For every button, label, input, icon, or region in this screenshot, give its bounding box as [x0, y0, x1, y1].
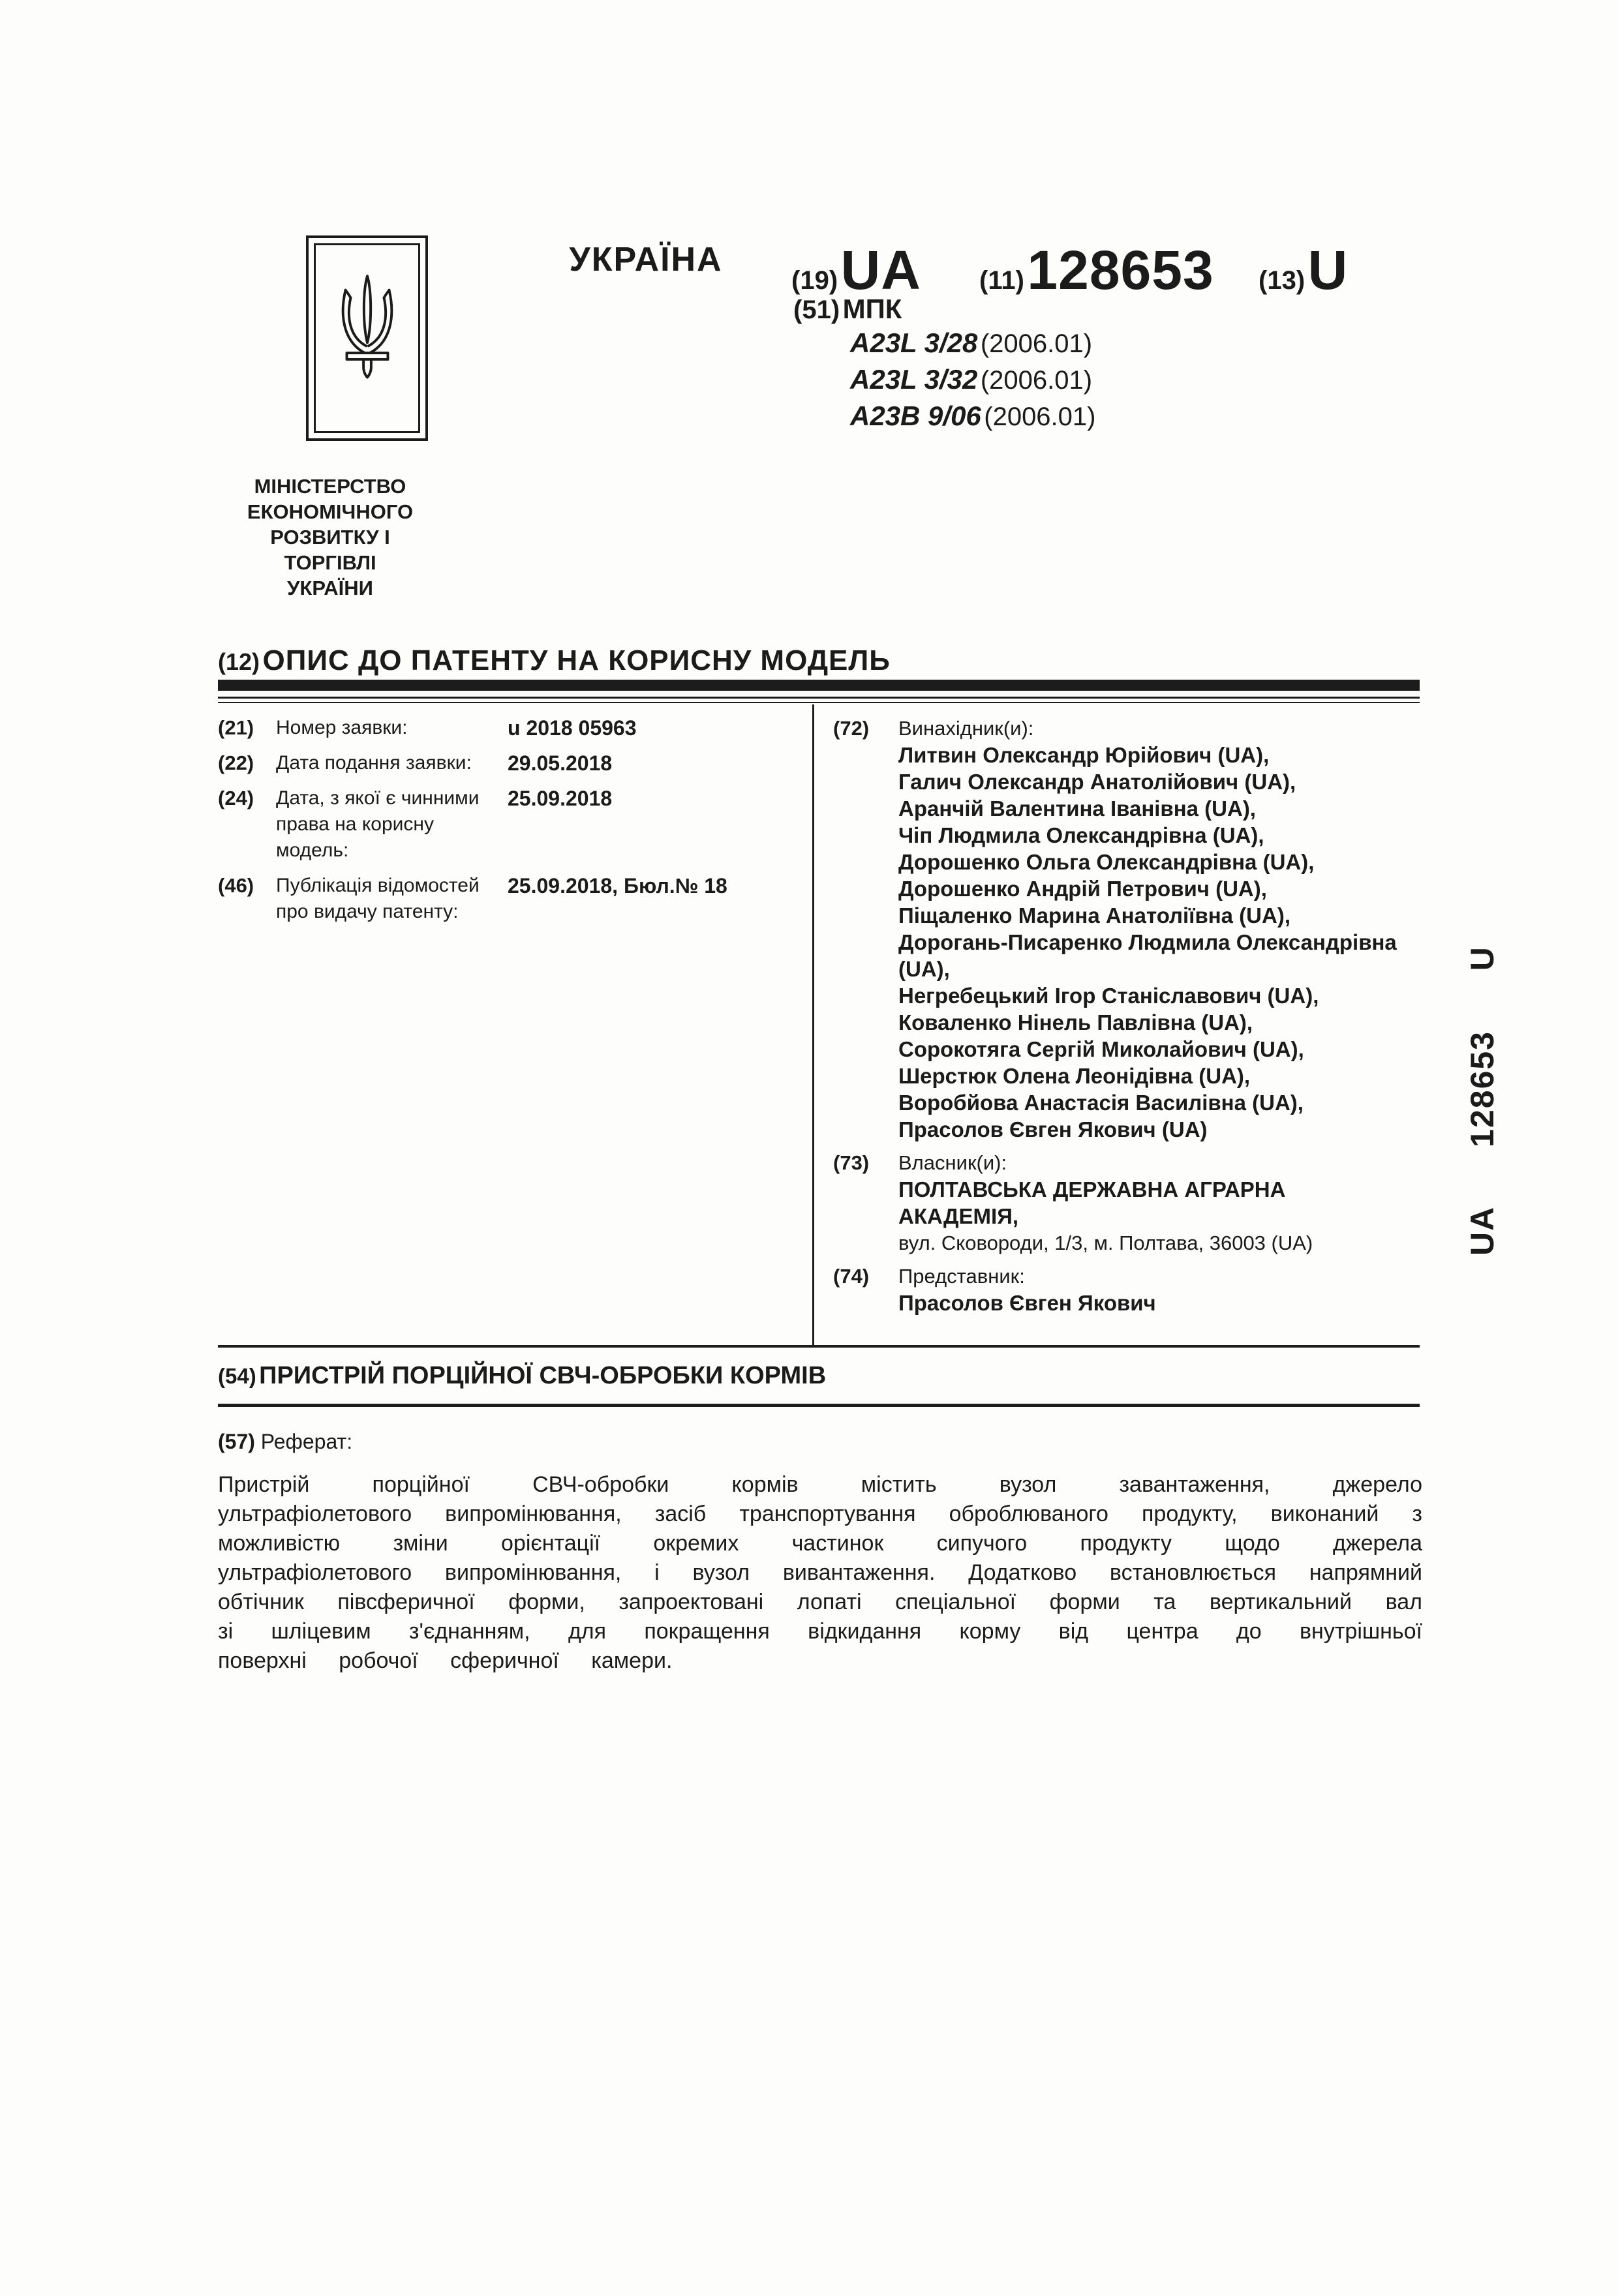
inventor-name: Піщаленко Марина Анатоліївна (UA),	[898, 903, 1290, 928]
field-code: (72)	[833, 717, 870, 740]
abstract-label: Реферат:	[260, 1430, 353, 1453]
inventor-name: Воробйова Анастасія Василівна (UA),	[898, 1091, 1304, 1115]
inventor-name: Чіп Людмила Олександрівна (UA),	[898, 823, 1264, 847]
inventor-name: Негребецький Ігор Станіславович (UA),	[898, 984, 1319, 1008]
code-57-label: (57)	[218, 1430, 255, 1453]
field-code: (74)	[833, 1265, 870, 1288]
ministry-line: МІНІСТЕРСТВО	[254, 475, 406, 498]
inventor-name: Аранчій Валентина Іванівна (UA),	[898, 796, 1256, 821]
inventor-name: Дорошенко Андрій Петрович (UA),	[898, 877, 1267, 901]
ministry-name	[226, 474, 435, 601]
field-label: Номер заявки:	[276, 717, 408, 738]
ministry-line: ЕКОНОМІЧНОГО	[247, 500, 414, 523]
ipc-code-row	[850, 398, 1095, 434]
trident-emblem-icon	[314, 243, 420, 433]
owner-name: ПОЛТАВСЬКА ДЕРЖАВНА АГРАРНА АКАДЕМІЯ,	[898, 1177, 1286, 1228]
code-11-value: 128653	[1027, 239, 1214, 301]
ipc-code: A23B 9/06	[850, 400, 981, 431]
bibliographic-right-column	[833, 715, 1411, 1323]
field-value: 25.09.2018	[508, 787, 613, 810]
inventor-name: Прасолов Євген Якович (UA)	[898, 1117, 1208, 1141]
document-type-heading	[218, 644, 891, 677]
code-13-value: U	[1307, 239, 1349, 301]
abstract-heading	[218, 1430, 352, 1454]
field-effective-date	[218, 785, 792, 864]
ipc-code-row	[850, 325, 1095, 361]
country-title: УКРАЇНА	[569, 241, 723, 279]
field-label: Дата подання заявки:	[276, 752, 472, 774]
invention-title: ПРИСТРІЙ ПОРЦІЙНОЇ СВЧ-ОБРОБКИ КОРМІВ	[259, 1362, 827, 1389]
field-value: 29.05.2018	[508, 751, 613, 775]
kind-code-13	[1259, 239, 1348, 302]
ipc-year: (2006.01)	[980, 329, 1093, 358]
column-divider	[812, 704, 814, 1346]
ipc-year: (2006.01)	[984, 402, 1096, 431]
section-rule	[218, 1404, 1420, 1407]
owner-label: Власник(и):	[898, 1151, 1007, 1174]
field-code: (21)	[218, 716, 254, 739]
code-51-label: (51)	[793, 295, 840, 324]
invention-title-heading	[218, 1362, 826, 1390]
field-value: 25.09.2018, Бюл.№ 18	[508, 874, 727, 898]
field-code: (46)	[218, 874, 254, 897]
code-19-label: (19)	[791, 266, 838, 295]
code-51-value: МПК	[842, 294, 902, 324]
header-rule-thin	[218, 702, 1420, 703]
code-12-label: (12)	[218, 648, 260, 675]
field-code: (73)	[833, 1151, 870, 1174]
state-emblem-frame	[306, 235, 428, 441]
representative-section	[833, 1263, 1411, 1316]
bibliographic-left-column	[218, 715, 792, 934]
inventors-label: Винахідник(и):	[898, 717, 1034, 740]
ipc-heading	[793, 294, 902, 325]
owner-address: вул. Сковороди, 1/3, м. Полтава, 36003 (UA)	[898, 1231, 1313, 1254]
field-code: (24)	[218, 787, 254, 809]
inventor-name: Дорогань-Писаренко Людмила Олександрівна (UA),	[898, 930, 1397, 981]
ipc-year: (2006.01)	[980, 366, 1093, 395]
document-type-title: ОПИС ДО ПАТЕНТУ НА КОРИСНУ МОДЕЛЬ	[262, 644, 891, 676]
code-54-label: (54)	[218, 1364, 256, 1388]
representative-label: Представник:	[898, 1265, 1025, 1288]
inventor-name: Галич Олександр Анатолійович (UA),	[898, 770, 1296, 794]
inventor-name: Коваленко Нінель Павлівна (UA),	[898, 1010, 1253, 1035]
inventors-section	[833, 715, 1411, 1143]
code-19-value: UA	[840, 239, 921, 301]
field-code: (22)	[218, 751, 254, 774]
field-value: u 2018 05963	[508, 716, 637, 740]
code-11-label: (11)	[979, 266, 1024, 295]
ipc-code: A23L 3/28	[850, 327, 978, 358]
owner-section	[833, 1149, 1411, 1256]
field-application-number	[218, 715, 792, 741]
ipc-code-row	[850, 361, 1095, 398]
header-rule-thick	[218, 680, 1420, 691]
vertical-patent-id: UA 128653 U	[1464, 946, 1501, 1256]
ministry-line: УКРАЇНИ	[287, 577, 373, 599]
header-rule-thin	[218, 697, 1420, 699]
ipc-code-list	[850, 325, 1095, 434]
field-filing-date	[218, 750, 792, 776]
ipc-code: A23L 3/32	[850, 364, 978, 395]
representative-name: Прасолов Євген Якович	[898, 1291, 1156, 1315]
code-13-label: (13)	[1259, 266, 1305, 295]
field-label: Публікація відомостей про видачу патенту:	[276, 875, 480, 922]
inventor-name: Литвин Олександр Юрійович (UA),	[898, 743, 1270, 767]
inventor-name: Шерстюк Олена Леонідівна (UA),	[898, 1064, 1251, 1088]
inventor-name: Дорошенко Ольга Олександрівна (UA),	[898, 850, 1315, 874]
inventor-name: Сорокотяга Сергій Миколайович (UA),	[898, 1037, 1304, 1061]
field-label: Дата, з якої є чинними права на корисну модель:	[276, 787, 480, 861]
section-rule	[218, 1345, 1420, 1348]
field-publication-info	[218, 873, 792, 925]
ministry-line: РОЗВИТКУ І ТОРГІВЛІ	[270, 526, 390, 574]
publication-number	[979, 239, 1214, 302]
abstract-text: Пристрій порційної СВЧ-обробки кормів містить вузол завантаження, джерело ультрафіолетового випромінювання, засіб транспортування оброблюваного продукту, виконаний з можливістю зміни орієнтації окремих частинок сипучого продукту щодо джерела ультрафіолетового випромінювання, і вузол вивантаження. Додатково встановлюється напрямний обтічник півсферичної форми, запроектовані лопаті спеціальної форми та вертикальний вал зі шліцевим з'єднанням, для покращення відкидання корму від центра до внутрішньої поверхні робочої сферичної камери.	[218, 1472, 1422, 1673]
kind-code-19	[791, 239, 921, 302]
